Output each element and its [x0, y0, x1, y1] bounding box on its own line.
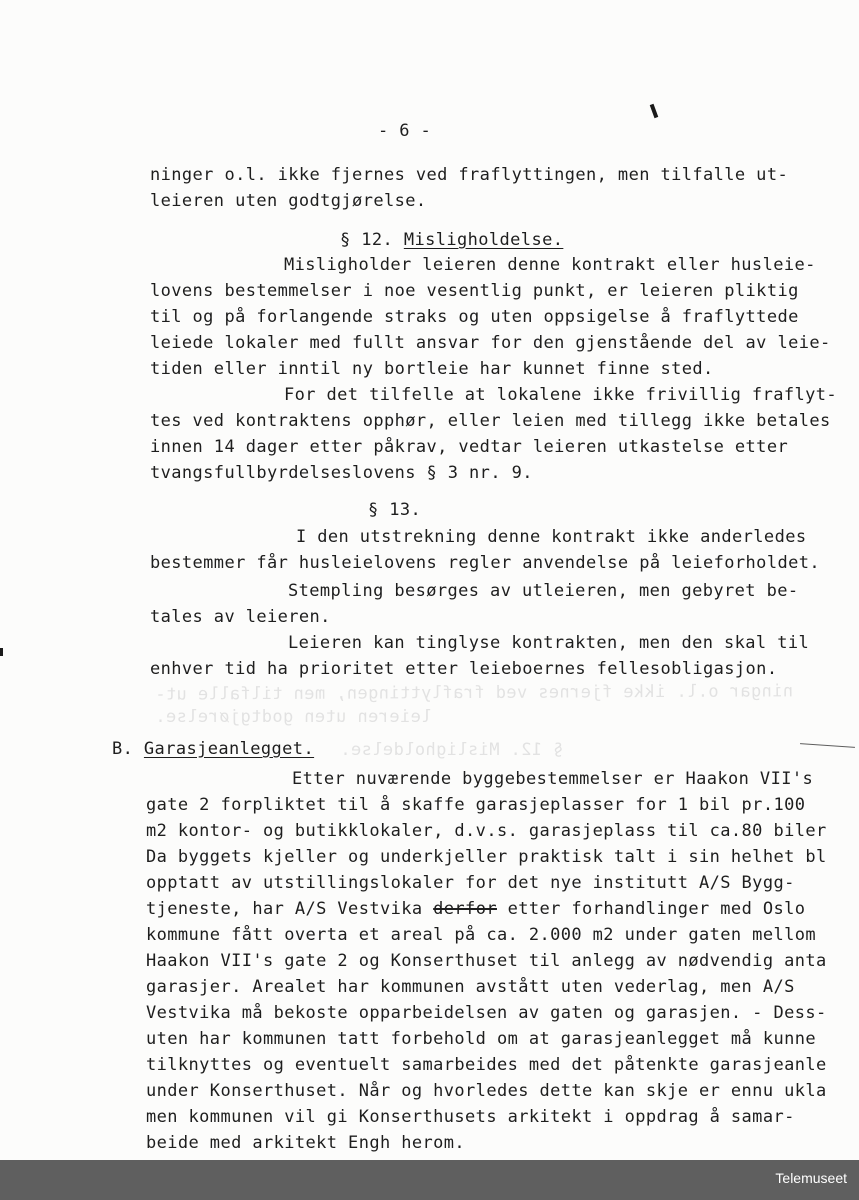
museum-label: Telemuseet — [775, 1170, 847, 1186]
text-line: Haakon VII's gate 2 og Konserthuset til anlegg av nødvendig anta — [146, 951, 827, 971]
section-letter: B. — [112, 739, 134, 759]
text-line: tes ved kontraktens opphør, eller leien med tillegg ikke betales — [150, 411, 831, 431]
text-line: leiede lokaler med fullt ansvar for den gjenstående del av leie- — [150, 333, 831, 353]
text-line: Misligholder leieren denne kontrakt eller husleie- — [284, 255, 816, 275]
text-line: lovens bestemmelser i noe vesentlig punkt, er leieren pliktig — [150, 281, 799, 301]
section-title: Garasjeanlegget. — [143, 739, 315, 759]
text-line: Etter nuværende byggebestemmelser er Haakon VII's — [292, 769, 814, 789]
text-line: opptatt av utstillingslokaler for det nye institutt A/S Bygg- — [146, 873, 795, 893]
section-title: Misligholdelse. — [403, 230, 564, 250]
text-line: m2 kontor- og butikklokaler, d.v.s. garasjeplass til ca.80 biler — [146, 821, 827, 841]
section-13-heading: § 13. — [368, 500, 422, 520]
text-line: men kommunen vil gi Konserthusets arkitekt i oppdrag å samar- — [146, 1107, 795, 1127]
struck-word: derfor — [433, 899, 497, 919]
bleed-through-text: § 12. Misligholdelse. — [340, 740, 564, 760]
ink-mark — [800, 743, 855, 748]
text-line: gate 2 forpliktet til å skaffe garasjeplasser for 1 bil pr.100 — [146, 795, 806, 815]
text-line: tales av leieren. — [150, 607, 331, 627]
text-line: leieren uten godtgjørelse. — [150, 191, 427, 211]
text-line: For det tilfelle at lokalene ikke frivillig fraflyt- — [284, 385, 838, 405]
section-symbol: § 12. — [340, 230, 394, 250]
text-segment: tjeneste, har A/S Vestvika — [146, 899, 434, 919]
text-line: tiden eller inntil ny bortleie har kunnet finne sted. — [150, 359, 714, 379]
text-line: enhver tid ha prioritet etter leieboernes fellesobligasjon. — [150, 659, 778, 679]
text-line: under Konserthuset. Når og hvorledes dette kan skje er ennu ukla — [146, 1081, 827, 1101]
section-12-heading — [340, 227, 563, 253]
ink-mark — [650, 104, 659, 119]
text-line: I den utstrekning denne kontrakt ikke anderledes — [296, 527, 807, 547]
text-line: tvangsfullbyrdelseslovens § 3 nr. 9. — [150, 463, 533, 483]
bleed-through-text: leieren uten godtgjørelse. — [155, 707, 432, 727]
bleed-through-text: ningar o.l. ikke fjernes ved fraflyttingen, men tilfalle ut- — [154, 681, 794, 705]
text-line: uten har kommunen tatt forbehold om at garasjeanlegget må kunne — [146, 1029, 816, 1049]
page-number: - 6 - — [378, 121, 432, 141]
text-line: innen 14 dager etter påkrav, vedtar leieren utkastelse etter — [150, 437, 789, 457]
text-line: Leieren kan tinglyse kontrakten, men den skal til — [288, 633, 810, 653]
ink-mark — [0, 648, 3, 656]
text-line: ninger o.l. ikke fjernes ved fraflyttingen, men tilfalle ut- — [150, 165, 789, 185]
text-line: garasjer. Arealet har kommunen avstått uten vederlag, men A/S — [146, 977, 795, 997]
text-line: tilknyttes og eventuelt samarbeides med det påtenkte garasjeanle — [146, 1055, 827, 1075]
text-line: Stempling besørges av utleieren, men gebyret be- — [288, 581, 799, 601]
text-line-with-strikethrough — [146, 896, 805, 922]
text-line: beide med arkitekt Engh herom. — [146, 1133, 466, 1153]
text-line: til og på forlangende straks og uten oppsigelse å fraflyttede — [150, 307, 799, 327]
text-line: bestemmer får husleielovens regler anvendelse på leieforholdet. — [150, 553, 820, 573]
text-line: Da byggets kjeller og underkjeller praktisk talt i sin helhet bl — [146, 847, 827, 867]
text-line: Vestvika må bekoste opparbeidelsen av gaten og garasjen. - Dess- — [146, 1003, 827, 1023]
text-segment: etter forhandlinger med Oslo — [496, 899, 806, 919]
text-line: kommune fått overta et areal på ca. 2.000 m2 under gaten mellom — [146, 925, 816, 945]
footer-bar — [0, 1160, 859, 1200]
section-b-heading — [112, 736, 314, 762]
